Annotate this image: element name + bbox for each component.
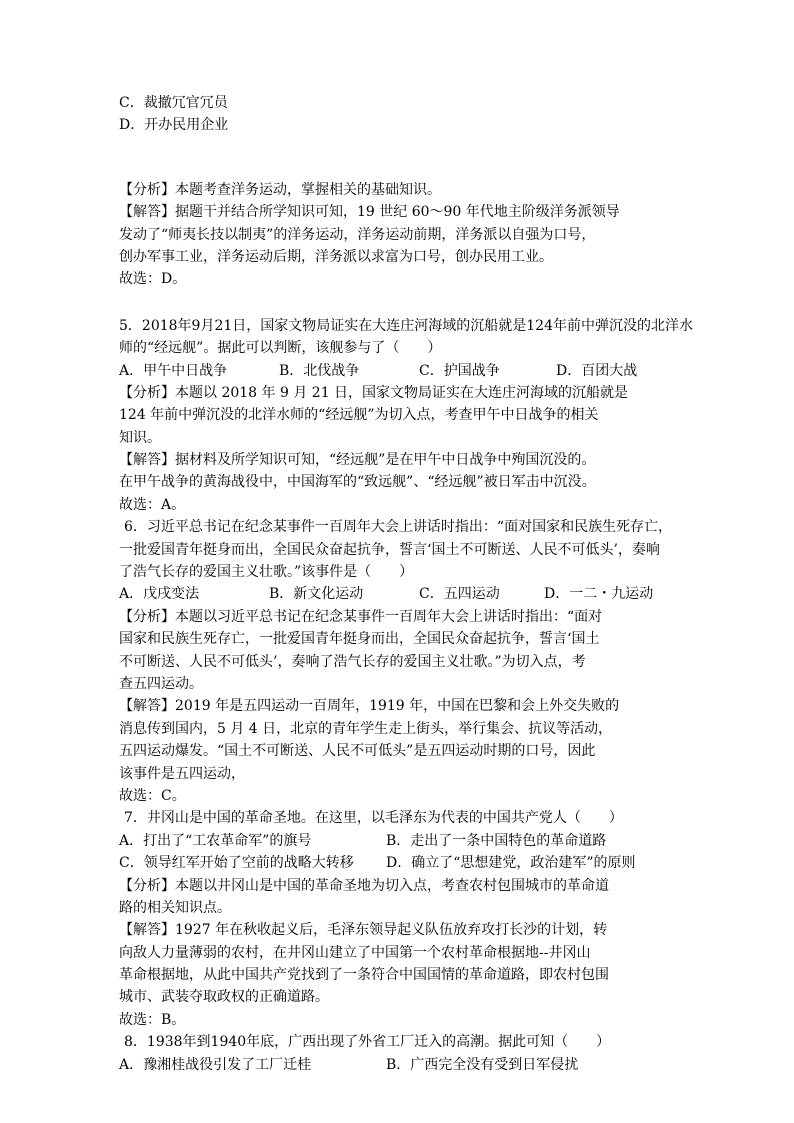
q8-option-a: A．豫湘桂战役引发了工厂迁桂 [119,1056,312,1073]
q7-option-d: D．确立了“思想建党，政治建军”的原则 [386,855,636,872]
q6-option-d: D．一二・九运动 [544,586,654,603]
q8-option-b: B．广西完全没有受到日军侵扰 [386,1056,579,1073]
q7-answer: 革命根据地，从此中国共产党找到了一条符合中国国情的革命道路，即农村包围 [119,967,609,984]
q7-option-b: B．走出了一条中国特色的革命道路 [386,832,607,849]
q5-analysis: 【分析】本题以 2018 年 9 月 21 日，国家文物局证实在大连庄河海域的沉船就是 [119,384,629,401]
q6-analysis: 国家和民族生死存亡，一批爱国青年挺身而出，全国民众奋起抗争，誓言‘国土 [119,631,600,648]
q5-option-d: D．百团大战 [556,362,638,379]
q5-answer: 【解答】据材料及所学知识可知，“经远舰”是在甲午中日战争中殉国沉没的。 [119,452,596,469]
q8-stem: 8．1938年到1940年底，广西出现了外省工厂迁入的高潮。据此可知（ ） [124,1034,611,1051]
q7-option-c: C．领导红军开始了空前的战略大转移 [119,855,354,872]
q6-answer: 【解答】2019 年是五四运动一百周年，1919 年，中国在巴黎和会上外交失败的 [119,698,620,715]
q5-option-c: C．护国战争 [419,362,500,379]
option-d: D．开办民用企业 [119,117,229,134]
q5-choice: 故选：A。 [119,496,186,513]
q6-stem: 一批爱国青年挺身而出，全国民众奋起抗争，誓言‘国土不可断送、人民不可低头’，奏响 [119,541,660,558]
q4-analysis: 【分析】本题考查洋务运动，掌握相关的基础知识。 [119,181,441,198]
q6-option-b: B．新文化运动 [269,586,364,603]
q6-analysis: 【分析】本题以习近平总书记在纪念某事件一百周年大会上讲话时指出：“面对 [119,608,603,625]
q8-options-row [119,1054,679,1076]
q5-analysis: 知识。 [119,429,161,446]
q5-stem: 师的“经远舰”。据此可以判断，该舰参与了（ ） [119,340,442,357]
q6-answer: 该事件是五四运动， [119,765,245,782]
q6-answer: 五四运动爆发。“国土不可断送、人民不可低头”是五四运动时期的口号，因此 [119,743,596,760]
q6-option-a: A．戊戌变法 [119,586,200,603]
q7-answer: 【解答】1927 年在秋收起义后，毛泽东领导起义队伍放弃攻打长沙的计划，转 [119,922,608,939]
q4-answer-line: 发动了“师夷长技以制夷”的洋务运动，洋务运动前期，洋务派以自强为口号， [119,226,596,243]
q5-options [119,360,679,382]
q5-analysis: 124 年前中弹沉没的北洋水师的“经远舰”为切入点，考查甲午中日战争的相关 [119,407,599,424]
document-page [119,92,693,1076]
q7-option-a: A．打出了“工农革命军”的旗号 [119,832,312,849]
q4-answer-line: 创办军事工业，洋务运动后期，洋务派以求富为口号，创办民用工业。 [119,248,553,265]
q6-choice: 故选：C。 [119,787,186,804]
q7-choice: 故选：B。 [119,1011,186,1028]
q7-answer: 城市、武装夺取政权的正确道路。 [119,989,329,1006]
q7-answer: 向敌人力量薄弱的农村，在井冈山建立了中国第一个农村革命根据地--井冈山 [119,944,591,961]
q7-options-row [119,830,679,852]
q6-stem: 了浩气长存的爱国主义壮歌。”该事件是（ ） [119,564,414,581]
q5-answer: 在甲午战争的黄海战役中，中国海军的“致远舰”、“经远舰”被日军击中沉没。 [119,474,596,491]
option-c: C．裁撤冗官冗员 [119,95,228,111]
q7-options-row [119,852,679,874]
q5-stem: 5．2018年9月21日，国家文物局证实在大连庄河海域的沉船就是124年前中弹沉没的北洋水 [119,317,693,334]
q7-analysis: 【分析】本题以井冈山是中国的革命圣地为切入点，考查农村包围城市的革命道 [119,877,609,894]
q4-answer-line: 【解答】据题干并结合所学知识可知，19 世纪 60～90 年代地主阶级洋务派领导 [119,204,620,221]
q5-option-b: B．北伐战争 [279,362,360,379]
q6-analysis: 查五四运动。 [119,675,203,692]
q5-option-a: A．甲午中日战争 [119,362,228,379]
q6-stem: 6．习近平总书记在纪念某事件一百周年大会上讲话时指出：“面对国家和民族生死存亡， [124,519,673,536]
q6-option-c: C．五四运动 [419,586,500,603]
q6-answer: 消息传到国内，5 月 4 日，北京的青年学生走上街头，举行集会、抗议等活动， [119,720,613,737]
q6-analysis: 不可断送、人民不可低头’，奏响了浩气长存的爱国主义壮歌。”为切入点，考 [119,653,586,670]
q4-choice: 故选：D。 [119,271,187,288]
q7-analysis: 路的相关知识点。 [119,899,231,916]
q7-stem: 7．井冈山是中国的革命圣地。在这里，以毛泽东为代表的中国共产党人（ ） [124,810,623,827]
q6-options [119,583,679,605]
